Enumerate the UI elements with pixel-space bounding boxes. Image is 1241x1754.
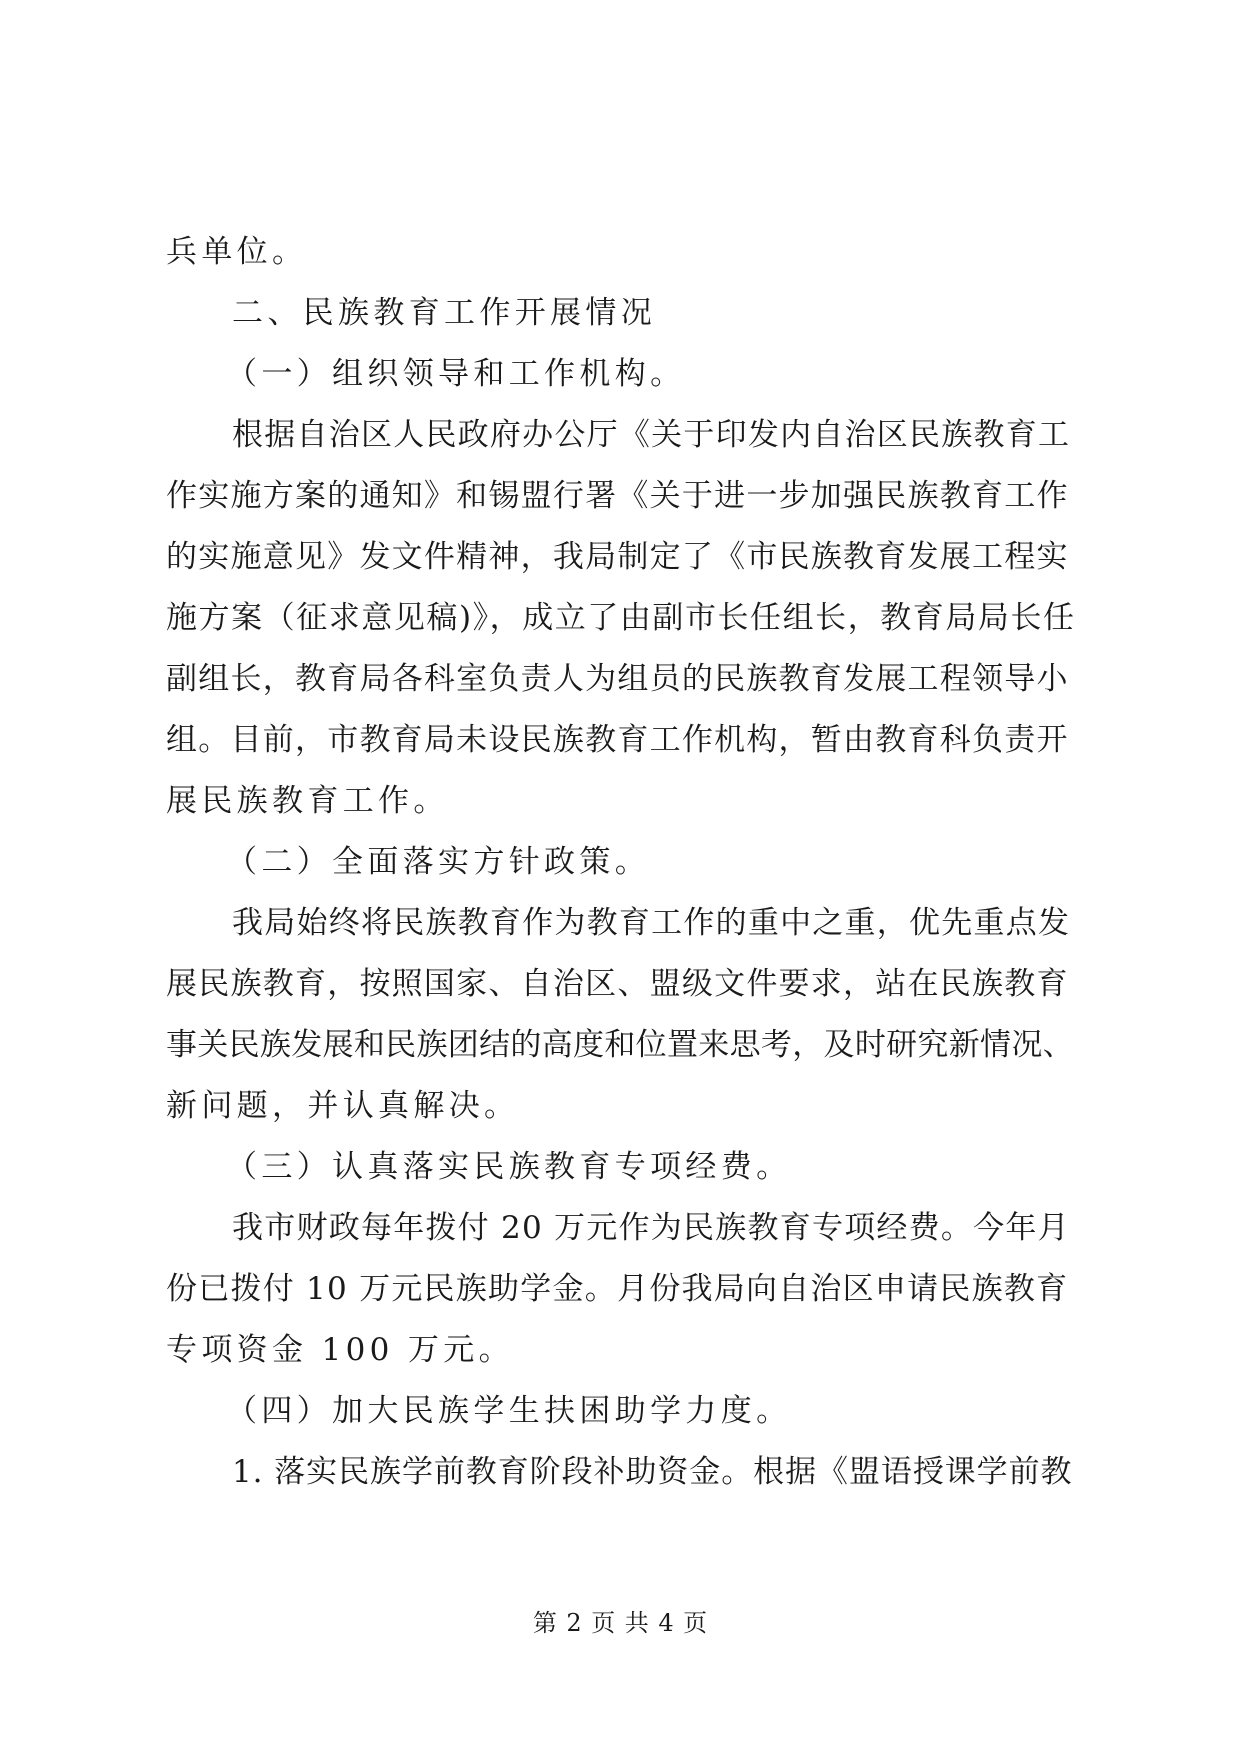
text-line-21: 1. 落实民族学前教育阶段补助资金。根据《盟语授课学前教 <box>232 1454 1073 1490</box>
text-line-5: 作实施方案的通知》和锡盟行署《关于进一步加强民族教育工作 <box>166 478 1069 514</box>
text-line-1: 兵单位。 <box>166 234 308 270</box>
text-line-12: 我局始终将民族教育作为教育工作的重中之重，优先重点发 <box>232 905 1071 941</box>
text-line-10: 展民族教育工作。 <box>166 783 449 819</box>
text-line-7: 施方案（征求意见稿)》，成立了由副市长任组长，教育局局长任 <box>166 600 1076 636</box>
text-line-8: 副组长，教育局各科室负责人为组员的民族教育发展工程领导小 <box>166 661 1069 697</box>
subsection-heading-2: （二）全面落实方针政策。 <box>226 844 651 880</box>
document-body <box>166 222 1076 1503</box>
text-line-6: 的实施意见》发文件精神，我局制定了《市民族教育发展工程实 <box>166 539 1069 575</box>
text-line-15: 新问题，并认真解决。 <box>166 1088 520 1124</box>
text-line-13: 展民族教育，按照国家、自治区、盟级文件要求，站在民族教育 <box>166 966 1069 1002</box>
text-line-14: 事关民族发展和民族团结的高度和位置来思考，及时研究新情况、 <box>166 1027 1074 1063</box>
subsection-heading-3: （三）认真落实民族教育专项经费。 <box>226 1149 792 1185</box>
text-line-4: 根据自治区人民政府办公厅《关于印发内自治区民族教育工 <box>232 417 1071 453</box>
text-line-9: 组。目前，市教育局未设民族教育工作机构，暂由教育科负责开 <box>166 722 1069 758</box>
page-number-footer: 第 2 页 共 4 页 <box>532 1609 709 1637</box>
subsection-heading-4: （四）加大民族学生扶困助学力度。 <box>226 1393 792 1429</box>
section-heading: 二、民族教育工作开展情况 <box>232 295 657 331</box>
text-line-19: 专项资金 100 万元。 <box>166 1332 514 1368</box>
text-line-17: 我市财政每年拨付 20 万元作为民族教育专项经费。今年月 <box>232 1210 1070 1246</box>
subsection-heading-1: （一）组织领导和工作机构。 <box>226 356 686 392</box>
text-line-18: 份已拨付 10 万元民族助学金。月份我局向自治区申请民族教育 <box>166 1271 1069 1307</box>
